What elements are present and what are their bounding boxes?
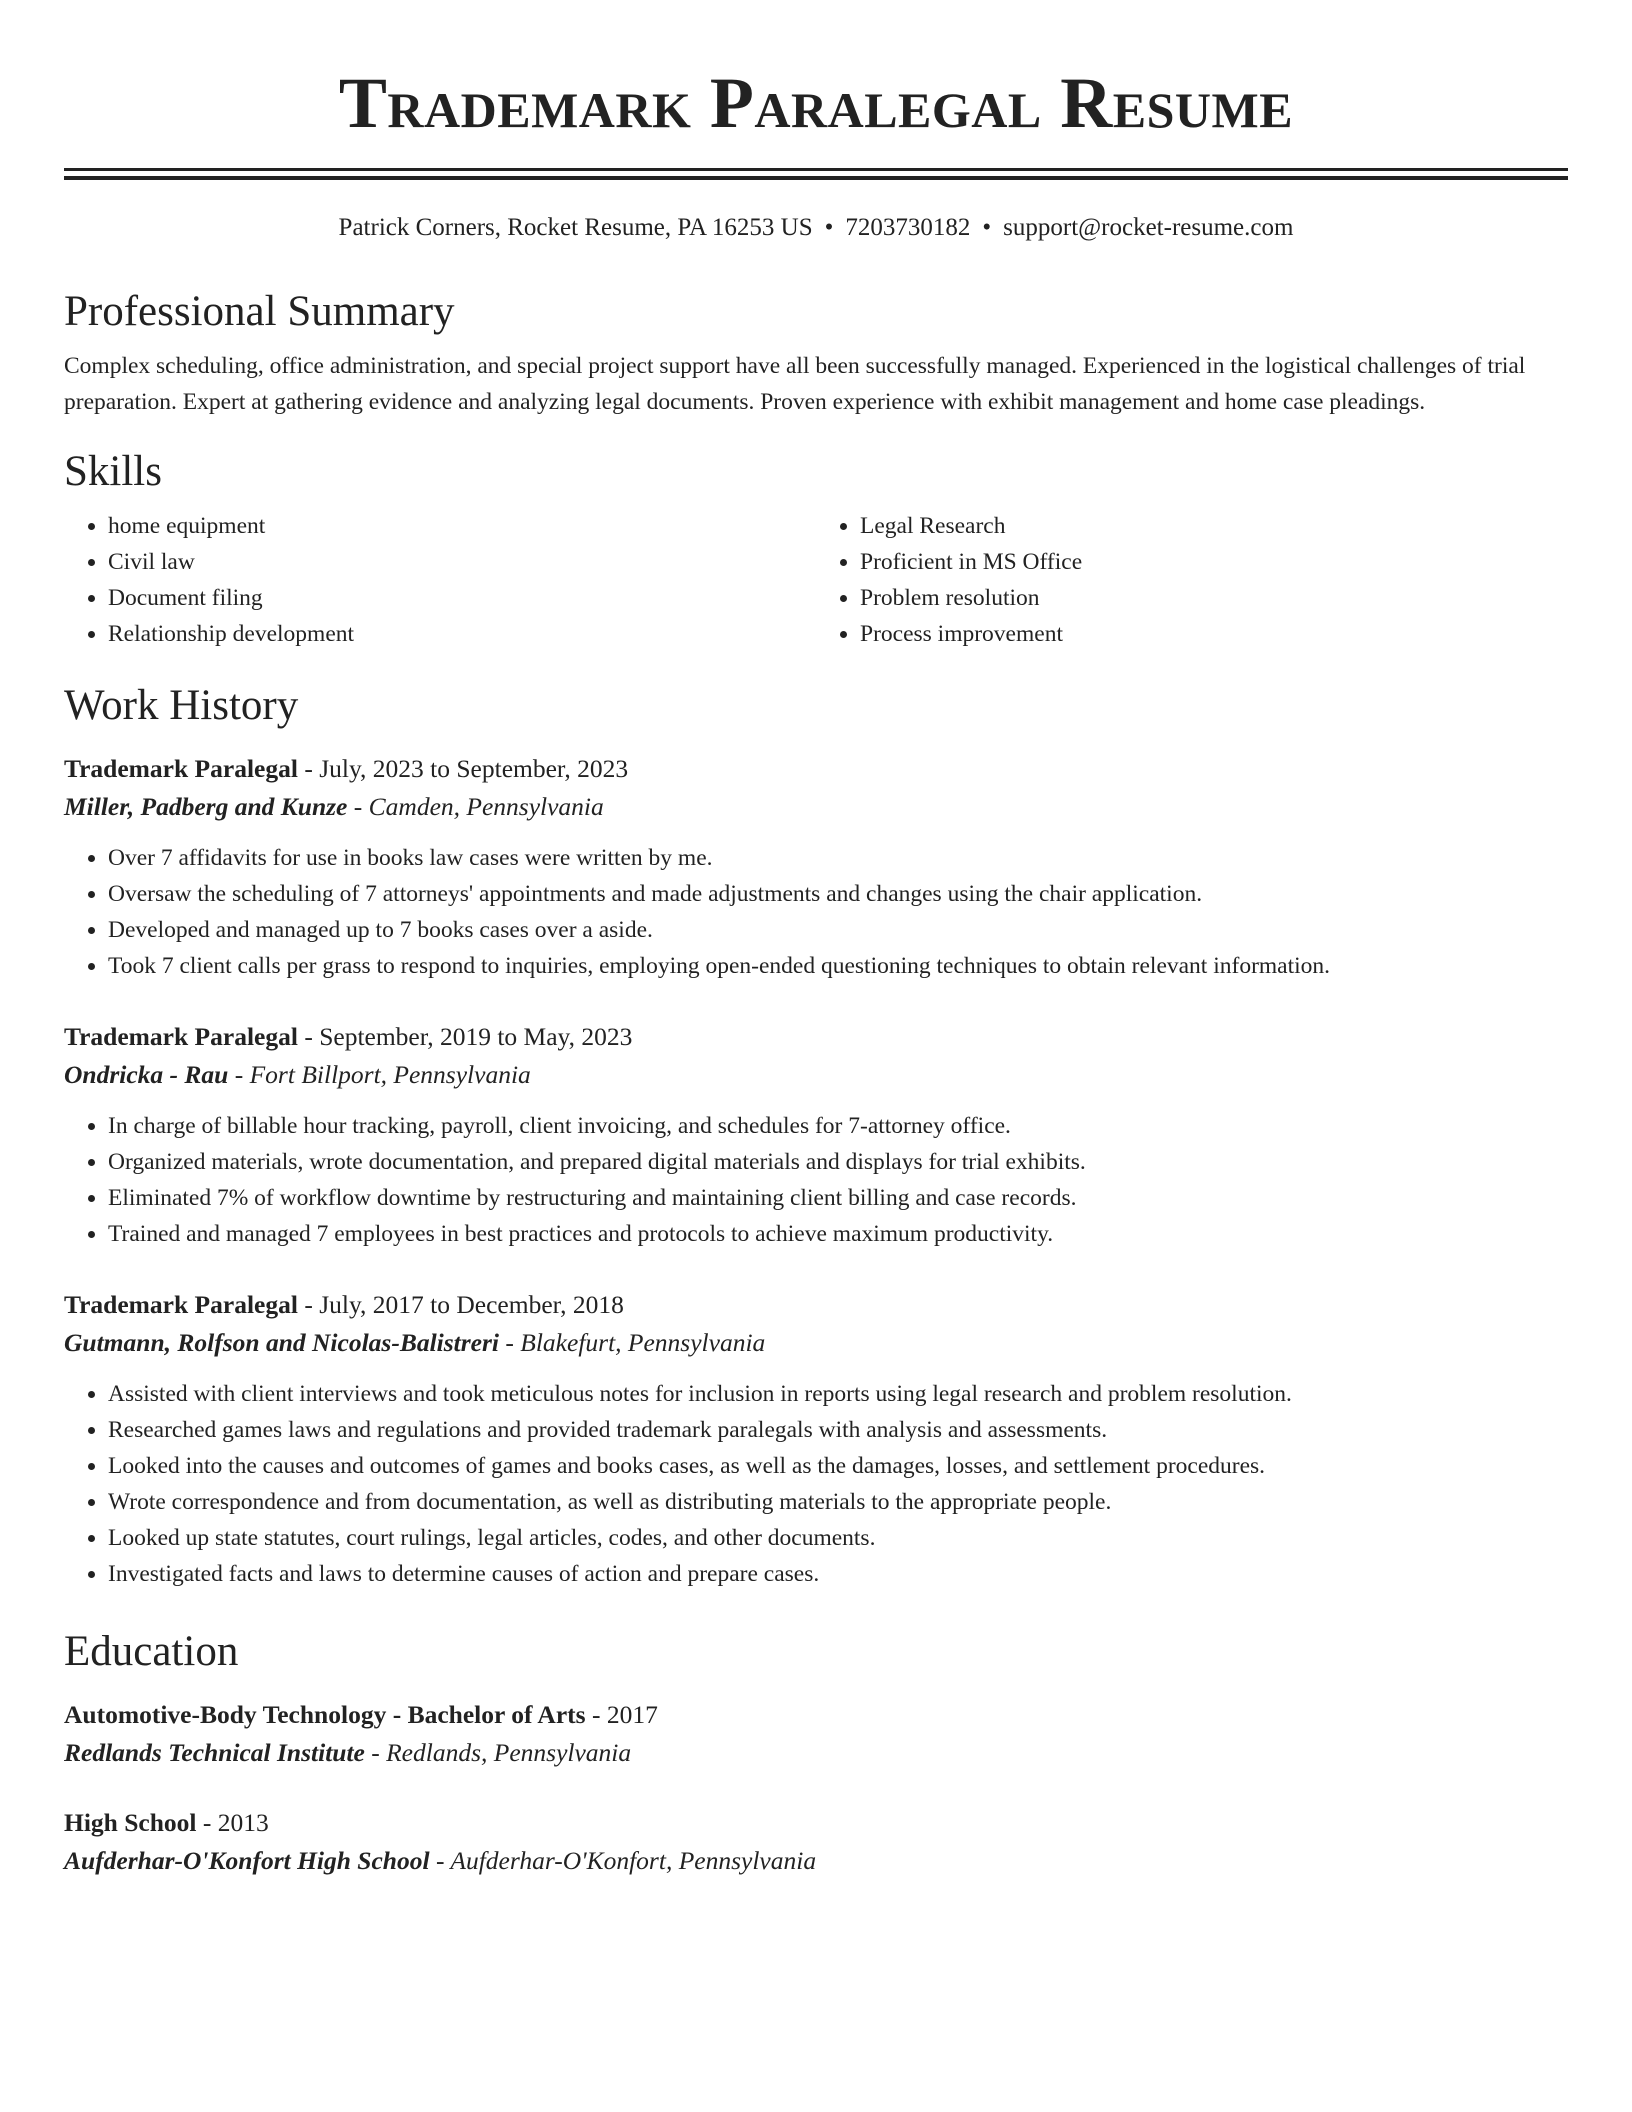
job-bullets [64,1108,1568,1252]
job-bullet: • Researched games laws and regulations and provided trademark paralegals with analysis and assessments. [108,1412,1568,1448]
education-entry [64,1804,1568,1880]
contact-line [64,210,1568,246]
skill-item: • Relationship development [108,616,816,652]
job-title: Trademark Paralegal [64,1290,298,1319]
employer-location: Fort Billport, Pennsylvania [249,1060,531,1089]
graduation-year: 2017 [606,1700,658,1729]
skill-item: • Legal Research [860,508,1568,544]
job-bullet: • Developed and managed up to 7 books cases over a aside. [108,912,1568,948]
graduation-year: 2013 [217,1808,269,1837]
contact-address: Patrick Corners, Rocket Resume, PA 16253 US [338,214,813,241]
work-history-heading: Work History [64,682,299,729]
skills-heading: Skills [64,448,162,495]
dash: - [347,792,369,821]
job-bullet: • Wrote correspondence and from documentation, as well as distributing materials to the appropriate people. [108,1484,1568,1520]
dash: - [429,1846,451,1875]
degree-line [64,1696,1568,1734]
employer-location: Camden, Pennsylvania [368,792,604,821]
education-heading: Education [64,1628,239,1675]
school-location: Aufderhar-O'Konfort, Pennsylvania [450,1846,817,1875]
employer-line [64,788,1568,826]
job-dates: July, 2017 to December, 2018 [319,1290,624,1319]
job-bullets [64,1376,1568,1592]
employer-name: Miller, Padberg and Kunze [64,792,348,821]
job-bullet: • In charge of billable hour tracking, payroll, client invoicing, and schedules for 7-attorney office. [108,1108,1568,1144]
job-bullet: • Over 7 affidavits for use in books law cases were written by me. [108,840,1568,876]
job-bullet: • Organized materials, wrote documentation, and prepared digital materials and displays for trial exhibits. [108,1144,1568,1180]
summary-heading: Professional Summary [64,288,455,335]
employer-name: Ondricka - Rau [64,1060,229,1089]
degree-line [64,1804,1568,1842]
skills-list-left [64,508,816,652]
job-bullet: • Trained and managed 7 employees in best practices and protocols to achieve maximum productivity. [108,1216,1568,1252]
summary-text: Complex scheduling, office administration, and special project support have all been successfully managed. Experienced in the logistical challenges of trial preparation. Expert at gathering evidence and analyzing legal documents. Proven experience with exhibit management and home case pleadings. [64,353,1526,415]
dash: - [297,754,320,783]
job-title-line [64,1018,1568,1056]
job-dates: July, 2023 to September, 2023 [319,754,629,783]
resume-title: Trademark Paralegal Resume [338,63,1294,143]
school-location: Redlands, Pennsylvania [386,1738,632,1767]
job-bullet: • Took 7 client calls per grass to respond to inquiries, employing open-ended questioning techniques to obtain relevant information. [108,948,1568,984]
title-double-rule [64,168,1568,180]
job-bullets [64,840,1568,984]
dash: - [499,1328,521,1357]
dash: - [364,1738,387,1767]
dash: - [297,1022,320,1051]
skill-item: • Problem resolution [860,580,1568,616]
job-bullet: • Looked up state statutes, court rulings, legal articles, codes, and other documents. [108,1520,1568,1556]
job-bullet: • Assisted with client interviews and took meticulous notes for inclusion in reports using legal research and problem resolution. [108,1376,1568,1412]
school-line [64,1842,1568,1880]
job-bullet: • Looked into the causes and outcomes of games and books cases, as well as the damages, losses, and settlement procedures. [108,1448,1568,1484]
job-title: Trademark Paralegal [64,754,298,783]
job-dates: September, 2019 to May, 2023 [319,1022,633,1051]
bullet-separator: • [824,214,834,241]
employer-line [64,1324,1568,1362]
job-bullet: • Oversaw the scheduling of 7 attorneys' appointments and made adjustments and changes using the chair application. [108,876,1568,912]
employer-line [64,1056,1568,1094]
education-entry [64,1696,1568,1772]
school-name: Redlands Technical Institute [64,1738,365,1767]
dash: - [585,1700,607,1729]
skills-list-right [816,508,1568,652]
job-title-line [64,1286,1568,1324]
job-entry [64,1018,1568,1252]
job-bullet: • Investigated facts and laws to determine causes of action and prepare cases. [108,1556,1568,1592]
degree-name: Automotive-Body Technology - Bachelor of Arts [64,1700,586,1729]
dash: - [196,1808,218,1837]
skill-item: • Document filing [108,580,816,616]
job-bullet: • Eliminated 7% of workflow downtime by restructuring and maintaining client billing and case records. [108,1180,1568,1216]
job-entry [64,750,1568,984]
skill-item: • home equipment [108,508,816,544]
job-title: Trademark Paralegal [64,1022,298,1051]
school-line [64,1734,1568,1772]
degree-name: High School [64,1808,197,1837]
contact-email: support@rocket-resume.com [1003,214,1294,241]
employer-location: Blakefurt, Pennsylvania [520,1328,766,1357]
job-entry [64,1286,1568,1592]
dash: - [297,1290,320,1319]
employer-name: Gutmann, Rolfson and Nicolas-Balistreri [64,1328,500,1357]
skills-grid [64,508,1568,652]
skill-item: • Proficient in MS Office [860,544,1568,580]
skill-item: • Civil law [108,544,816,580]
resume-page [64,0,1568,1880]
dash: - [228,1060,250,1089]
contact-phone: 7203730182 [845,214,971,241]
school-name: Aufderhar-O'Konfort High School [64,1846,430,1875]
job-title-line [64,750,1568,788]
skill-item: • Process improvement [860,616,1568,652]
bullet-separator: • [982,214,992,241]
